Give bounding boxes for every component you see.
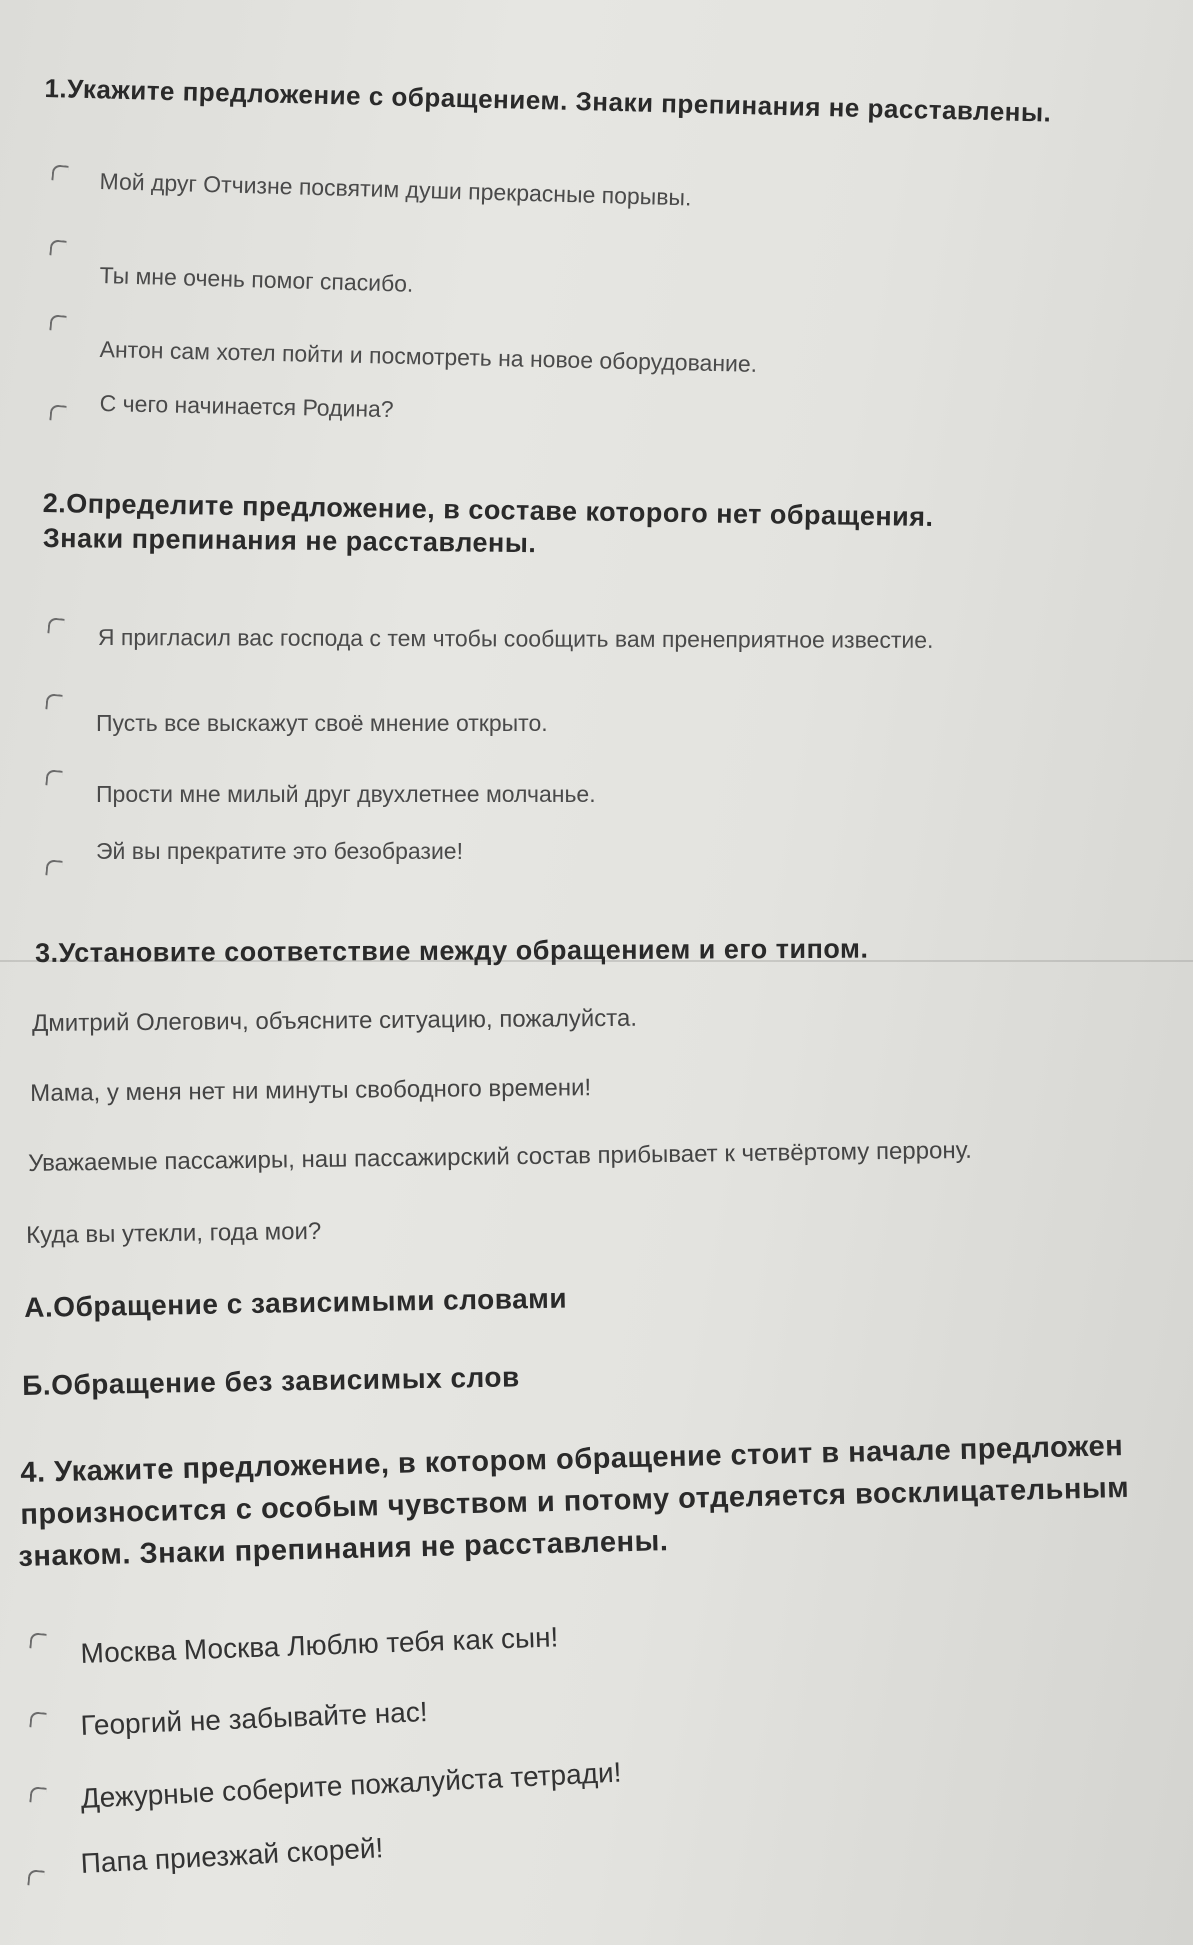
q1-title: 1.Укажите предложение с обращением. Знаки препинания не расставлены. bbox=[44, 72, 1052, 128]
q4-option-1-radio[interactable] bbox=[29, 1632, 46, 1649]
q4-option-3-label: Дежурные соберите пожалуйста тетради! bbox=[80, 1756, 623, 1814]
q2-option-2-radio[interactable] bbox=[45, 693, 62, 710]
q1-option-3-label: Антон сам хотел пойти и посмотреть на новое оборудование. bbox=[99, 336, 758, 377]
q2-option-1-label: Я пригласил вас господа с тем чтобы сообщить вам пренеприятное известие. bbox=[97, 624, 934, 653]
q1-option-4-radio[interactable] bbox=[49, 404, 66, 421]
q2-title-line1: 2.Определите предложение, в составе которого нет обращения. bbox=[42, 487, 934, 532]
q3-item: Дмитрий Олегович, объясните ситуацию, пожалуйста. bbox=[32, 1004, 638, 1037]
q2-option-2-label: Пусть все выскажут своё мнение открыто. bbox=[96, 710, 548, 736]
q3-item: Куда вы утекли, года мои? bbox=[26, 1217, 322, 1249]
q2-option-3-radio[interactable] bbox=[45, 769, 62, 786]
q1-option-3-radio[interactable] bbox=[49, 314, 66, 331]
q1-option-1-radio[interactable] bbox=[51, 164, 68, 181]
q4-title-line2: произносится с особым чувством и потому отделяется восклицательным bbox=[20, 1471, 1130, 1531]
q1-option-4-label: С чего начинается Родина? bbox=[99, 390, 394, 423]
q4-option-2-radio[interactable] bbox=[29, 1711, 46, 1728]
q3-type-b: Б.Обращение без зависимых слов bbox=[22, 1361, 520, 1401]
q4-option-4-label: Папа приезжай скорей! bbox=[80, 1832, 385, 1879]
q3-title: 3.Установите соответствие между обращением и его типом. bbox=[35, 933, 869, 968]
q2-option-3-label: Прости мне милый друг двухлетнее молчанье. bbox=[96, 781, 596, 807]
q2-option-4-radio[interactable] bbox=[45, 859, 62, 876]
q2-option-4-label: Эй вы прекратите это безобразие! bbox=[96, 838, 463, 864]
q4-option-1-label: Москва Москва Люблю тебя как сын! bbox=[80, 1621, 559, 1669]
q2-title-line2: Знаки препинания не расставлены. bbox=[42, 522, 537, 559]
q4-title-line1: 4. Укажите предложение, в котором обращение стоит в начале предложен bbox=[20, 1430, 1124, 1489]
q1-option-2-radio[interactable] bbox=[49, 239, 66, 256]
q4-option-3-radio[interactable] bbox=[29, 1786, 46, 1803]
q4-option-2-label: Георгий не забывайте нас! bbox=[80, 1696, 429, 1741]
q2-option-1-radio[interactable] bbox=[47, 617, 64, 634]
q3-type-a: А.Обращение с зависимыми словами bbox=[24, 1282, 568, 1323]
q4-title-line3: знаком. Знаки препинания не расставлены. bbox=[18, 1525, 669, 1573]
q3-item: Мама, у меня нет ни минуты свободного времени! bbox=[30, 1074, 592, 1107]
q1-option-2-label: Ты мне очень помог спасибо. bbox=[99, 262, 414, 297]
q1-option-1-label: Мой друг Отчизне посвятим души прекрасные порывы. bbox=[99, 168, 692, 211]
q4-option-4-radio[interactable] bbox=[27, 1869, 44, 1886]
q3-item: Уважаемые пассажиры, наш пассажирский состав прибывает к четвёртому перрону. bbox=[28, 1136, 973, 1177]
